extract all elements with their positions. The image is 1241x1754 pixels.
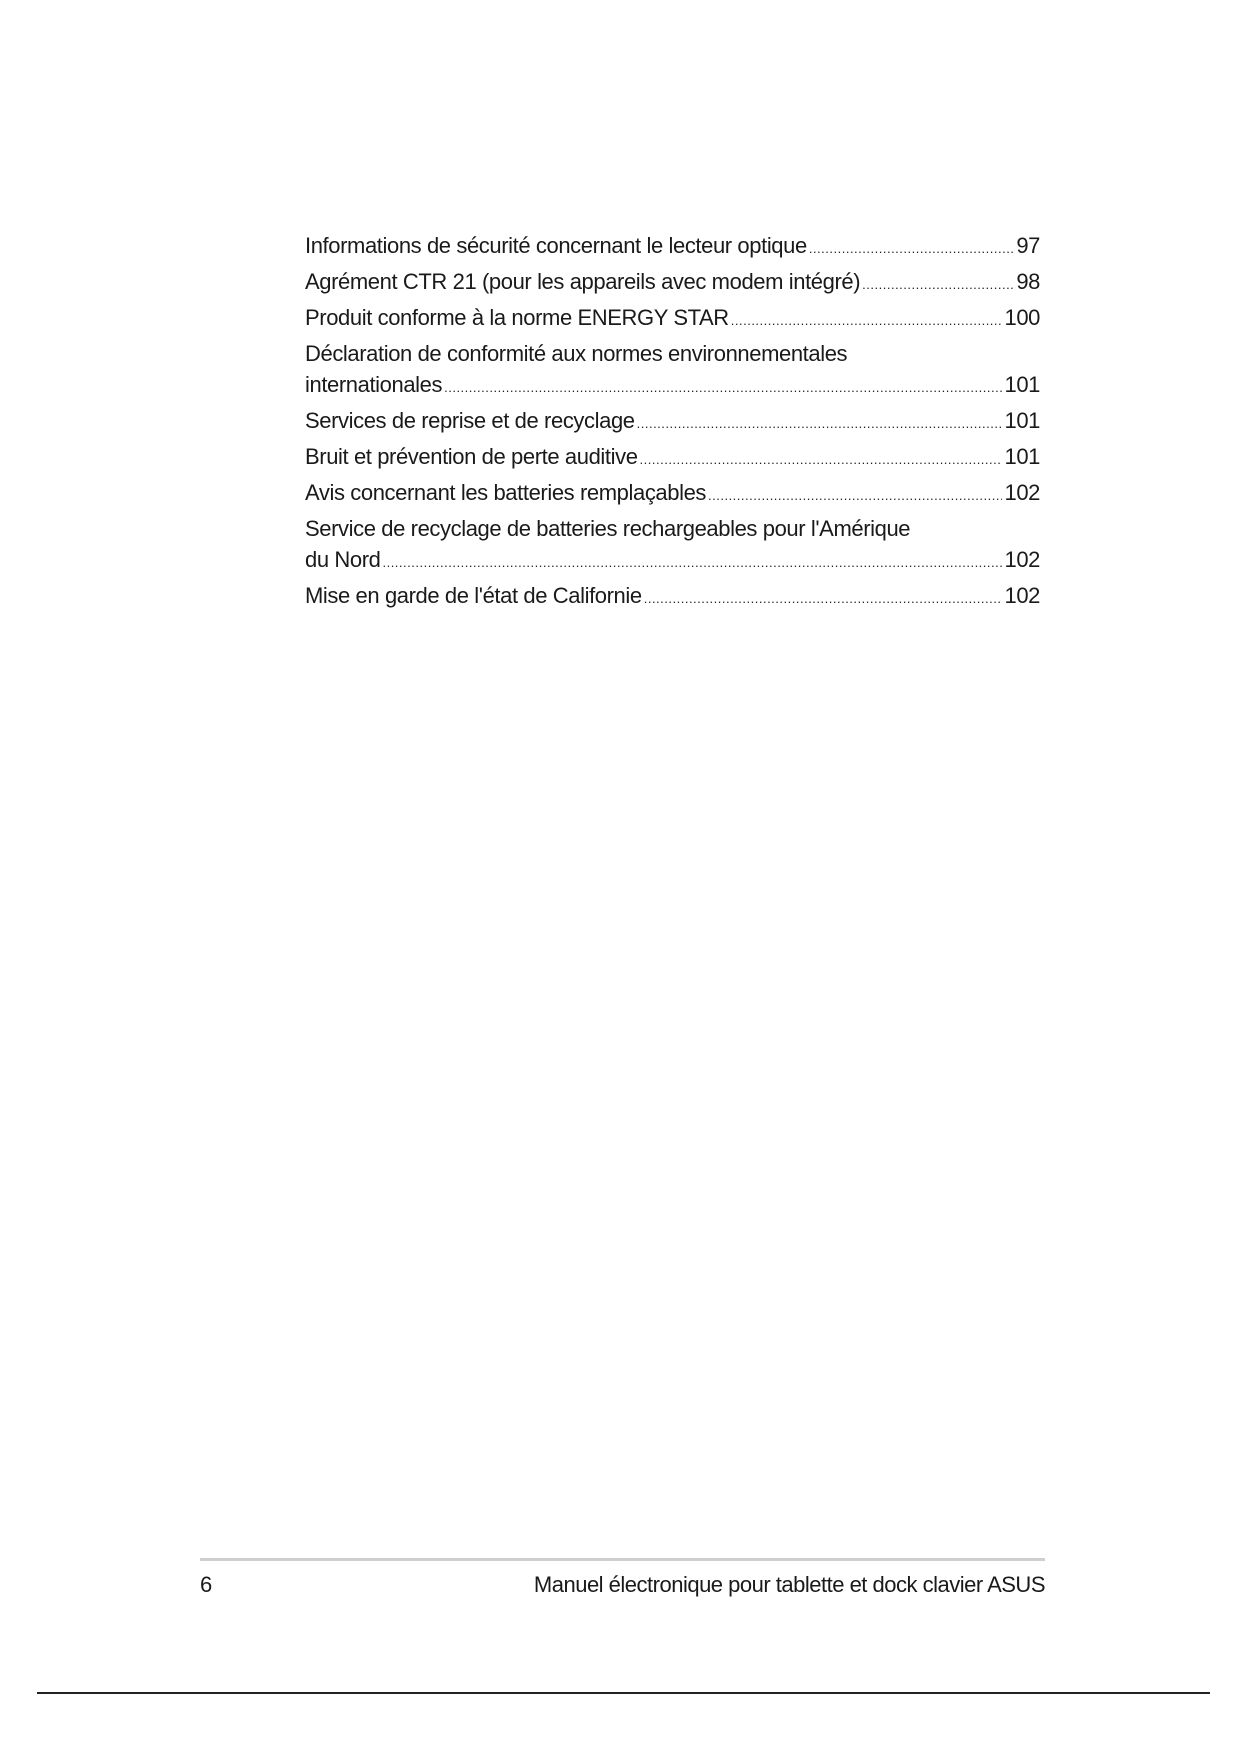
toc-entry-title: Bruit et prévention de perte auditive	[305, 444, 638, 469]
toc-dot-leader	[640, 444, 1003, 475]
toc-entry-page: 98	[1016, 269, 1040, 294]
toc-entry-title: Produit conforme à la norme ENERGY STAR	[305, 305, 729, 330]
toc-dot-leader	[444, 372, 1002, 403]
footer-divider	[200, 1558, 1045, 1561]
toc-entry-title: Agrément CTR 21 (pour les appareils avec modem intégré)	[305, 269, 861, 294]
toc-entry-page: 102	[1004, 547, 1040, 572]
toc-entry-page: 100	[1004, 305, 1040, 330]
toc-entry[interactable]	[305, 513, 1040, 578]
toc-entry-page: 101	[1004, 444, 1040, 469]
toc-entry[interactable]	[305, 405, 1040, 439]
toc-dot-leader	[644, 583, 1003, 614]
toc-entry-page: 101	[1004, 372, 1040, 397]
toc-entry-title-line2: du Nord	[305, 547, 381, 572]
toc-entry[interactable]	[305, 477, 1040, 511]
toc-entry-page: 102	[1004, 583, 1040, 608]
toc-entry-title: Mise en garde de l'état de Californie	[305, 583, 642, 608]
page-bottom-divider	[37, 1692, 1210, 1694]
toc-dot-leader	[731, 305, 1003, 336]
toc-dot-leader	[809, 233, 1015, 264]
toc-entry-title: Services de reprise et de recyclage	[305, 408, 635, 433]
toc-entry-title-line1: Service de recyclage de batteries rechargeables pour l'Amérique	[305, 516, 911, 541]
toc-dot-leader	[382, 547, 1002, 578]
toc-entry-title-line1: Déclaration de conformité aux normes environnementales	[305, 341, 848, 366]
toc-entry-page: 102	[1004, 480, 1040, 505]
toc-entry[interactable]	[305, 580, 1040, 614]
toc-entry[interactable]	[305, 266, 1040, 300]
toc-entry[interactable]	[305, 338, 1040, 403]
footer-page-number: 6	[200, 1572, 212, 1597]
toc-entry-title-line2: internationales	[305, 372, 443, 397]
toc-dot-leader	[862, 269, 1014, 300]
toc-entry[interactable]	[305, 302, 1040, 336]
table-of-contents	[305, 230, 1040, 616]
toc-entry[interactable]	[305, 230, 1040, 264]
footer-document-title: Manuel électronique pour tablette et dock clavier ASUS	[533, 1572, 1045, 1597]
toc-entry[interactable]	[305, 441, 1040, 475]
toc-entry-title: Avis concernant les batteries remplaçables	[305, 480, 707, 505]
toc-dot-leader	[708, 480, 1002, 511]
toc-entry-title: Informations de sécurité concernant le lecteur optique	[305, 233, 807, 258]
toc-entry-page: 97	[1016, 233, 1040, 258]
toc-dot-leader	[637, 408, 1003, 439]
toc-entry-page: 101	[1004, 408, 1040, 433]
